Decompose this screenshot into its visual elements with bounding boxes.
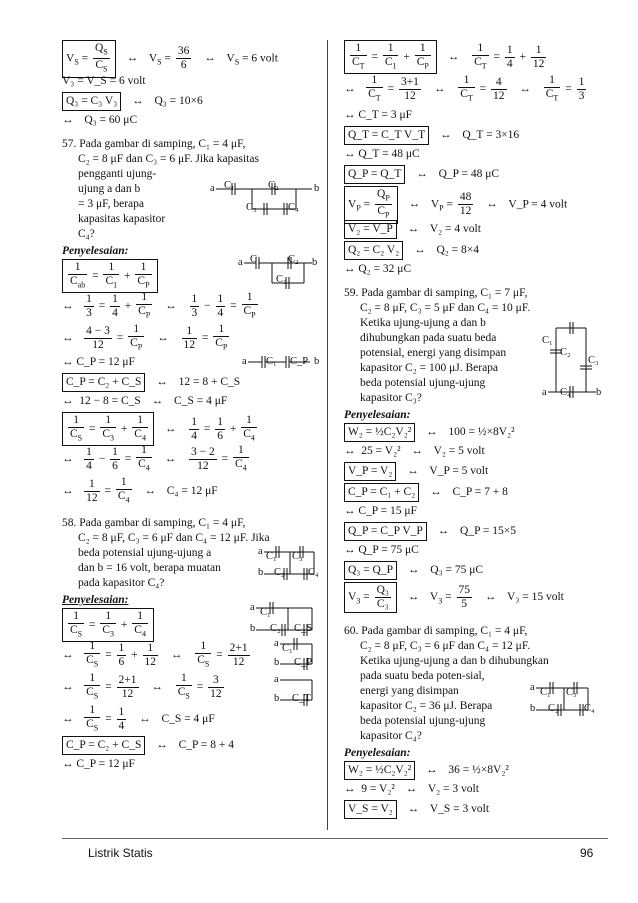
arrow: ↔ [151, 395, 164, 407]
arrow: ↔ [344, 544, 356, 556]
problem-text: Pada gambar di samping, C₁ = 7 μF, [361, 287, 528, 299]
arrow: ↔ [164, 452, 177, 465]
arrow: ↔ [62, 712, 74, 725]
arrow: ↔ [344, 263, 356, 275]
arrow: ↔ [407, 564, 420, 576]
problem-text: pada kapasitor C₄? [78, 577, 165, 589]
arrow: ↔ [170, 648, 183, 661]
eq [344, 220, 606, 239]
problem-text: dihubungkan pada suatu beda [360, 332, 497, 344]
arrow: ↔ [126, 52, 139, 65]
eq [344, 543, 606, 559]
eq-box: $\frac{1}{C_T}$ = $\frac{1}{C_1}$ + $\frac{1}{C_P}$ [344, 40, 437, 74]
arrow: ↔ [62, 648, 74, 661]
solution-heading: Penyelesaian: [344, 409, 411, 421]
solution-heading: Penyelesaian: [62, 245, 129, 257]
node-label-a: a [258, 546, 263, 557]
arrow: ↔ [408, 198, 421, 211]
solution-60 [344, 761, 606, 819]
eq: ↔ $\frac{1}{C_S}$ = $\frac{2+1}{12}$ ↔ $\frac{1}{C_S}$ = $\frac{3}{12}$ [62, 672, 222, 701]
value: = 6 volt [242, 52, 278, 65]
value: C_T = 3 μF [358, 109, 413, 121]
arrow: ↔ [439, 129, 452, 141]
eq [344, 504, 606, 520]
value: V_P = 4 volt [508, 198, 568, 211]
problem-number: 59. [344, 287, 359, 299]
value: V₃ = 15 volt [507, 591, 564, 604]
capacitor-label: C₁ [250, 254, 261, 265]
arrow: ↔ [62, 114, 74, 126]
arrow: ↔ [486, 198, 498, 211]
eq-box: V_P = V₂ [344, 462, 396, 481]
eq-box: $V_P$ = $\frac{Q_P}{C_P}$ [344, 186, 398, 224]
eq-box: V_S = V₂ [344, 800, 397, 819]
node-label-b: b [314, 183, 320, 194]
capacitor-label: C₂ [560, 347, 571, 358]
eq-q3-result [62, 113, 314, 129]
eq [344, 761, 606, 780]
eq-q3 [62, 92, 314, 111]
node-label-a: a [274, 638, 279, 649]
problem-text: Pada gambar di samping, C₁ = 4 μF, [79, 517, 246, 529]
capacitor-label: C_P [294, 657, 313, 668]
problem-text: C₂ = 8 μF, C₃ = 6 μF dan C₄ = 12 μF. Jika [78, 532, 270, 544]
eq: ↔ $\frac{1}{12}$ = $\frac{1}{C_4}$ ↔ C₄ = 12 μF [62, 476, 218, 505]
eq: $V_3$ = $\frac{\text{Q₃}}{\text{C₃}}$ ↔ $V_3$ = $\frac{75}{5}$ ↔ V₃ = 15 volt [344, 582, 606, 614]
value: Q_P = 75 μC [358, 544, 419, 556]
value: 12 − 8 = C_S [79, 395, 141, 407]
capacitor-label: C₄ [308, 567, 319, 578]
capacitor-label: C₁ [266, 356, 277, 367]
value: C_P = 12 μF [76, 758, 135, 770]
solution-heading: Penyelesaian: [62, 594, 129, 606]
value: Q₂ = 32 μC [358, 263, 412, 275]
problem-text: beda potensial ujung-ujung [360, 377, 486, 389]
value: V₂ = 3 volt [427, 783, 479, 795]
value: C_S = 4 μF [161, 712, 215, 725]
capacitor-label: C₂ [288, 254, 299, 265]
arrow: ↔ [416, 168, 428, 180]
arrow: ↔ [62, 395, 74, 407]
arrow: ↔ [344, 109, 356, 121]
eq [344, 147, 606, 163]
eq-box: Q₃ = Q_P [344, 561, 397, 580]
value: C_S = 4 μF [174, 395, 228, 407]
footer-title: Listrik Statis [88, 846, 153, 860]
capacitor-label: C₃ [246, 202, 257, 213]
problem-text: C₄? [78, 228, 95, 240]
eq [344, 262, 606, 278]
value: C_P = 8 + 4 [178, 739, 234, 751]
problem-text: beda potensial ujung-ujung [360, 715, 486, 727]
eq-box: Q_P = Q_T [344, 165, 405, 184]
arrow: ↔ [433, 82, 446, 95]
problem-text: dan b = 16 volt, berapa muatan [78, 562, 221, 574]
arrow: ↔ [519, 82, 531, 95]
arrow: ↔ [132, 95, 144, 107]
node-label-a: a [250, 602, 255, 613]
value: Q_T = 48 μC [358, 148, 420, 160]
node-label-b: b [274, 657, 280, 668]
capacitor-label: C₁ [540, 687, 551, 698]
problem-text: kapasitas kapasitor [78, 213, 166, 225]
arrow: ↔ [437, 525, 450, 537]
capacitor-label: C₁ [266, 551, 277, 562]
eq-box: C_P = C₂ + C_S [62, 736, 145, 755]
eq-vs: $V_S$ = $\frac{Q_S}{C_S}$ ↔ $V_S$ = $\frac{36}{6}$ ↔ $V_S = 6$ volt [62, 40, 314, 72]
problem-text: Pada gambar di samping, C₁ = 4 μF, [361, 625, 528, 637]
value: V_S = 3 volt [429, 803, 490, 815]
problem-text: Pada gambar di samping, C₁ = 4 μF, [79, 138, 246, 150]
right-column [344, 38, 606, 821]
eq [344, 126, 606, 145]
node-label-a: a [210, 183, 215, 194]
circuit-figure-58b [250, 602, 320, 636]
capacitor-label: C₄ [288, 202, 299, 213]
arrow: ↔ [344, 82, 356, 95]
eq: $\frac{1}{C_T}$ = $\frac{1}{C_1}$ + $\frac{1}{C_P}$ ↔ $\frac{1}{C_T}$ = $\frac{1}{4}$ + $\frac{1}{12}$ [344, 40, 606, 72]
problem-number: 58. [62, 517, 77, 529]
arrow: ↔ [414, 244, 426, 256]
node-label-a: a [542, 387, 547, 398]
problem-number: 57. [62, 138, 77, 150]
arrow: ↔ [156, 739, 168, 751]
eq [344, 782, 606, 798]
node-label-a: a [238, 257, 243, 268]
node-label-b: b [596, 387, 602, 398]
eq [344, 108, 606, 124]
arrow: ↔ [62, 452, 74, 465]
arrow: ↔ [344, 783, 356, 795]
capacitor-label: C₂ [268, 180, 279, 191]
capacitor-label: C₄ [560, 387, 571, 398]
eq [62, 394, 314, 410]
arrow: ↔ [204, 52, 216, 65]
capacitor-label: C₄ [584, 703, 595, 714]
capacitor-label: C_P [290, 356, 309, 367]
problem-text: = 3 μF, berapa [78, 198, 145, 210]
eq: $V_P$ = $\frac{Q_P}{C_P}$ ↔ $V_P$ = $\frac{48}{12}$ ↔ V_P = 4 volt [344, 186, 606, 218]
value: 36 = ½×8V₂² [448, 764, 509, 776]
capacitor-label: C₁ [260, 607, 271, 618]
capacitor-label: C₂ [270, 623, 281, 634]
problem-58 [62, 516, 319, 591]
value: V_P = 5 volt [429, 465, 489, 477]
arrow: ↔ [164, 422, 177, 435]
capacitor-label: C₁ [224, 180, 235, 191]
value: Q₃ = 10×6 [154, 95, 203, 107]
arrow: ↔ [407, 803, 420, 815]
circuit-figure-59 [542, 322, 602, 402]
node-label-b: b [258, 567, 264, 578]
eq [344, 444, 606, 460]
value: 12 = 8 + C_S [178, 376, 241, 388]
value: Q₃ = 60 μC [84, 114, 138, 126]
node-label-b: b [314, 356, 320, 367]
circuit-figure-58c [274, 638, 320, 670]
node-label-b: b [274, 693, 280, 704]
arrow: ↔ [426, 426, 438, 438]
node-label-b: b [312, 257, 318, 268]
problem-text: potensial, energi yang disimpan [360, 347, 507, 359]
node-label-b: b [250, 623, 256, 634]
value: 25 = V₂² [361, 445, 401, 457]
capacitor-label: C₃ [588, 355, 599, 366]
eq-box: Q_P = C_P V_P [344, 522, 427, 541]
problem-text: pada suatu beda poten-sial, [360, 670, 485, 682]
value: Q_P = 48 μC [438, 168, 500, 180]
arrow: ↔ [430, 486, 442, 498]
eq-box: Q_T = C_T V_T [344, 126, 429, 145]
value: Q_P = 15×5 [460, 525, 517, 537]
arrow: ↔ [484, 591, 497, 604]
capacitor-label: C₃ [276, 274, 287, 285]
problem-57 [62, 137, 320, 242]
column-divider [327, 40, 328, 830]
eq-box: C_P = C₁ + C₂ [344, 483, 419, 502]
problem-text: C₂ = 8 μF, C₃ = 5 μF dan C₄ = 10 μF. [360, 302, 531, 314]
eq: ↔ $\frac{4 - 3}{12}$ = $\frac{1}{C_P}$ ↔ $\frac{1}{12}$ = $\frac{1}{C_P}$ [62, 323, 228, 352]
problem-text: energi yang disimpan [360, 685, 459, 697]
value: C_P = 15 μF [358, 505, 417, 517]
value: 9 = V₂² [361, 783, 395, 795]
problem-text: pengganti ujung- [78, 168, 157, 180]
circuit-figure-58 [258, 546, 320, 580]
eq [344, 165, 606, 184]
arrow: ↔ [62, 484, 74, 497]
eq-v3: V₃ = V_S = 6 volt [62, 75, 146, 87]
arrow: ↔ [144, 484, 156, 497]
capacitor-label: C₃ [292, 551, 303, 562]
problem-text: Ketika ujung-ujung a dan b [360, 317, 486, 329]
value: V₂ = 5 volt [433, 445, 485, 457]
eq-box: $\frac{1}{C_S}$ = $\frac{1}{C_3}$ + $\frac{1}{C_4}$ [62, 608, 154, 642]
arrow: ↔ [151, 680, 163, 693]
solution-57 [62, 254, 320, 506]
problem-text: beda potensial ujung-ujung a [78, 547, 212, 559]
value: Q_T = 3×16 [462, 129, 520, 141]
arrow: ↔ [344, 445, 356, 457]
eq [62, 373, 314, 392]
problem-text: ujung a dan b [78, 183, 141, 195]
problem-text: kapasitor C₃? [360, 392, 422, 404]
problem-60 [344, 624, 606, 744]
value: Q₃ = 75 μC [430, 564, 484, 576]
problem-text: kapasitor C₂ = 100 μJ. Berapa [360, 362, 499, 374]
node-label-a: a [274, 674, 279, 685]
value: V₂ = 4 volt [429, 223, 481, 235]
eq [62, 736, 314, 755]
arrow: ↔ [407, 465, 419, 477]
arrow: ↔ [426, 764, 438, 776]
arrow: ↔ [411, 445, 423, 457]
eq [344, 561, 606, 580]
eq-box: $V_3$ = $\frac{\text{Q₃}}{\text{C₃}}$ [344, 582, 397, 613]
eq: ↔ $\frac{1}{C_T}$ = $\frac{3+1}{12}$ ↔ $\frac{1}{C_T}$ = $\frac{4}{12}$ ↔ $\frac{1}{C_T}$ = $\frac{1}{3}$ [344, 74, 585, 103]
capacitor-label: C_S [294, 623, 313, 634]
circuit-figure-57 [210, 181, 320, 221]
eq-box: W₂ = ½C₂V₂² [344, 423, 415, 442]
arrow: ↔ [62, 331, 74, 344]
arrow: ↔ [407, 591, 420, 604]
arrow: ↔ [447, 50, 460, 63]
arrow: ↔ [139, 712, 151, 725]
arrow: ↔ [157, 331, 169, 344]
value: C_P = 7 + 8 [452, 486, 508, 498]
arrow: ↔ [62, 680, 74, 693]
problem-number: 60. [344, 625, 359, 637]
circuit-figure-60 [530, 682, 596, 716]
problem-text: kapasitor C₂ = 36 μJ. Berapa [360, 700, 493, 712]
eq: ↔ $\frac{1}{C_S}$ = $\frac{1}{4}$ ↔ C_S = 4 μF [62, 704, 215, 733]
eq [344, 522, 606, 541]
footer-rule [62, 838, 608, 839]
problem-text: C₂ = 8 μF, C₃ = 6 μF dan C₄ = 12 μF. [360, 640, 531, 652]
eq-box: V₂ = V_P [344, 220, 397, 239]
solution-58 [62, 602, 314, 773]
arrow: ↔ [62, 356, 74, 368]
capacitor-label: C_T [292, 693, 311, 704]
eq: ↔ $\frac{1}{4}$ − $\frac{1}{6}$ = $\frac{1}{C_4}$ ↔ $\frac{3 - 2}{12}$ = $\frac{1}{C_4}$ [62, 444, 247, 473]
problem-text: Ketika ujung-ujung a dan b dihubungkan [360, 655, 549, 667]
arrow: ↔ [405, 783, 418, 795]
frac: $\frac{Q_S}{C_S}$ [95, 42, 108, 74]
frac: $\frac{36}{6}$ [177, 45, 190, 72]
eq [344, 462, 606, 481]
eq-box: $\frac{1}{C_S}$ = $\frac{1}{C_3}$ + $\frac{1}{C_4}$ [62, 412, 154, 446]
eq [344, 423, 606, 442]
circuit-figure-57b [238, 255, 318, 291]
eq-box: Q₂ = C₂ V₂ [344, 241, 403, 260]
eq-box: $\frac{1}{C_{ab}}$ = $\frac{1}{C_1}$ + $\frac{1}{C_P}$ [62, 259, 158, 293]
eq-box: $V_S$ = $\frac{Q_S}{C_S}$ [62, 40, 116, 78]
value: C₄ = 12 μF [166, 484, 218, 497]
value: Q₂ = 8×4 [436, 244, 480, 256]
solution-heading: Penyelesaian: [344, 747, 411, 759]
capacitor-label: C₂ [548, 703, 559, 714]
arrow: ↔ [407, 223, 420, 235]
value: C_P = 12 μF [76, 356, 135, 368]
problem-text: kapasitor C₄? [360, 730, 422, 742]
value: 100 = ½×8V₂² [448, 426, 515, 438]
node-label-a: a [242, 356, 247, 367]
arrow: ↔ [62, 299, 74, 312]
page-number: 96 [580, 846, 594, 860]
arrow: ↔ [62, 758, 74, 770]
capacitor-label: C₂ [274, 567, 285, 578]
left-column [62, 38, 320, 775]
eq [344, 241, 606, 260]
eq: ↔ $\frac{1}{C_S}$ = $\frac{1}{6}$ + $\frac{1}{12}$ ↔ $\frac{1}{C_S}$ = $\frac{2+1}{12}$ [62, 640, 248, 669]
eq [62, 757, 314, 773]
problem-59 [344, 286, 606, 406]
capacitor-label: C₁ [282, 643, 293, 654]
arrow: ↔ [344, 148, 356, 160]
eq: ↔ $\frac{1}{3}$ = $\frac{1}{4}$ + $\frac{1}{C_P}$ ↔ $\frac{1}{3}$ − $\frac{1}{4}$ = $\frac{1}{C_P}$ [62, 291, 256, 320]
capacitor-label: C₃ [566, 687, 577, 698]
node-label-a: a [530, 682, 535, 693]
circuit-figure-58d [274, 674, 320, 706]
eq-box: W₂ = ½C₂V₂² [344, 761, 415, 780]
eq [344, 800, 606, 819]
arrow: ↔ [156, 376, 168, 388]
arrow: ↔ [344, 505, 356, 517]
eq [344, 483, 606, 502]
solution-59 [344, 423, 606, 614]
arrow: ↔ [165, 299, 177, 312]
eq: $\frac{1}{C_S}$ = $\frac{1}{C_3}$ + $\frac{1}{C_4}$ ↔ $\frac{1}{4}$ = $\frac{1}{6}$ + $\frac{1}{C_4}$ [62, 412, 314, 442]
eq-box: Q₃ = C₃ V₃ [62, 92, 121, 111]
eq-box: C_P = C₂ + C_S [62, 373, 145, 392]
capacitor-label: C₁ [542, 335, 553, 346]
problem-text: C₂ = 8 μF dan C₃ = 6 μF. Jika kapasitas [78, 153, 259, 165]
eq [62, 355, 314, 371]
node-label-b: b [530, 703, 536, 714]
